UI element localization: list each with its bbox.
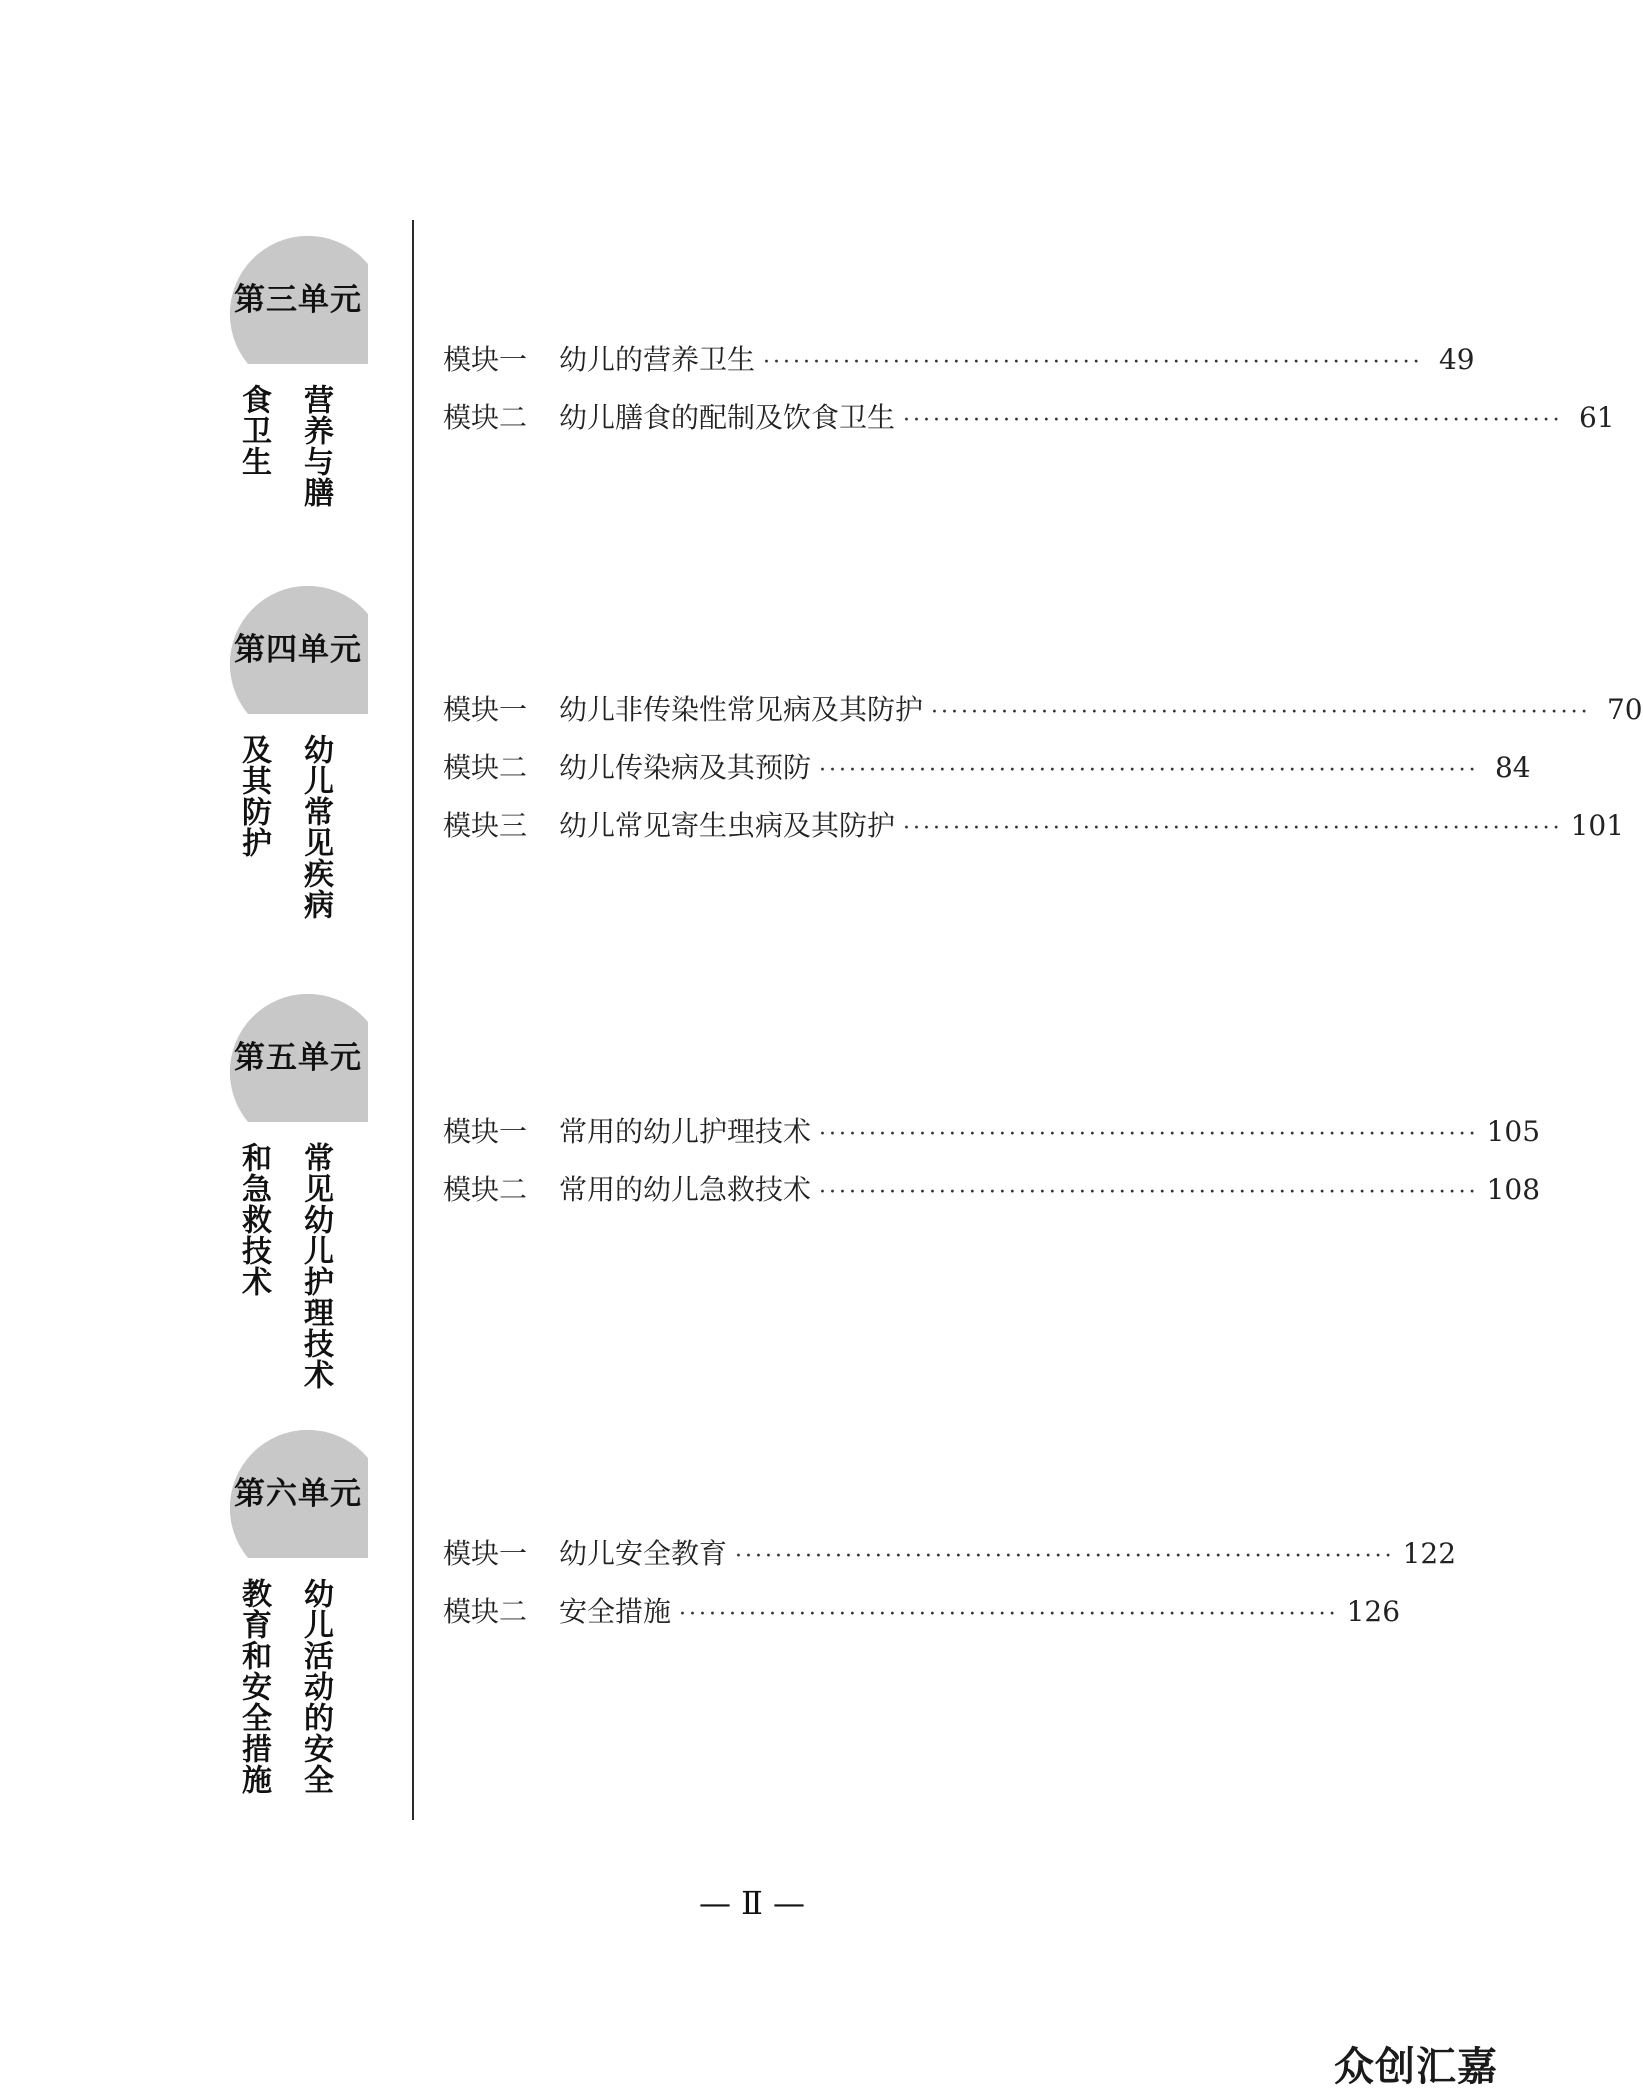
module-title: 幼儿安全教育	[559, 1537, 728, 1570]
module-title: 幼儿膳食的配制及饮食卫生	[559, 401, 896, 434]
unit-badge	[228, 582, 368, 714]
unit-3-section	[228, 232, 368, 508]
module-number: 模块三	[443, 809, 528, 842]
module-number: 模块二	[443, 1173, 528, 1206]
toc-entry[interactable]	[443, 396, 1615, 454]
module-title: 幼儿传染病及其预防	[559, 751, 812, 784]
unit-label: 第四单元	[234, 632, 362, 668]
page-number: — Ⅱ —	[698, 1884, 806, 1922]
toc-entry[interactable]	[443, 746, 1531, 804]
dot-leader: ··································································	[819, 1122, 1479, 1147]
watermark-logo: 众创汇嘉	[1334, 2044, 1498, 2090]
unit-label: 第六单元	[234, 1476, 362, 1512]
unit-5-section	[228, 990, 368, 1390]
module-number: 模块二	[443, 751, 528, 784]
dot-leader: ··································································	[763, 350, 1423, 375]
toc-entry[interactable]	[443, 338, 1475, 396]
unit-subtitle: 幼儿常见疾病及其防护	[236, 734, 333, 920]
module-title: 幼儿常见寄生虫病及其防护	[559, 809, 896, 842]
page-ref: 105	[1486, 1115, 1541, 1148]
page-ref: 126	[1346, 1595, 1401, 1628]
toc-entry[interactable]	[443, 688, 1643, 746]
toc-entry[interactable]	[443, 1110, 1541, 1168]
module-number: 模块一	[443, 693, 528, 726]
module-title: 安全措施	[559, 1595, 672, 1628]
page-ref: 84	[1494, 751, 1531, 784]
module-title: 幼儿的营养卫生	[559, 343, 756, 376]
unit-4-modules	[443, 688, 1643, 862]
dot-leader: ··································································	[931, 700, 1591, 725]
module-number: 模块一	[443, 1537, 528, 1570]
dot-leader: ··································································	[735, 1544, 1395, 1569]
unit-3-modules	[443, 338, 1615, 454]
module-title: 常用的幼儿急救技术	[559, 1173, 812, 1206]
page-ref: 70	[1606, 693, 1643, 726]
unit-subtitle: 常见幼儿护理技术和急救技术	[236, 1142, 333, 1390]
dot-leader: ··································································	[819, 758, 1479, 783]
toc-entry[interactable]	[443, 804, 1625, 862]
dot-leader: ··································································	[903, 408, 1563, 433]
unit-subtitle: 营养与膳食卫生	[236, 384, 333, 508]
toc-entry[interactable]	[443, 1532, 1457, 1590]
vertical-divider	[412, 220, 414, 1820]
page-ref: 101	[1570, 809, 1625, 842]
page-ref: 108	[1486, 1173, 1541, 1206]
dot-leader: ··································································	[903, 816, 1563, 841]
module-number: 模块二	[443, 1595, 528, 1628]
page-ref: 122	[1402, 1537, 1457, 1570]
page-ref: 49	[1438, 343, 1475, 376]
dot-leader: ··································································	[679, 1602, 1339, 1627]
unit-4-section	[228, 582, 368, 920]
module-title: 常用的幼儿护理技术	[559, 1115, 812, 1148]
unit-badge	[228, 232, 368, 364]
toc-entry[interactable]	[443, 1168, 1541, 1226]
unit-6-modules	[443, 1532, 1457, 1648]
unit-6-section	[228, 1426, 368, 1795]
unit-subtitle: 幼儿活动的安全教育和安全措施	[236, 1578, 333, 1795]
module-title: 幼儿非传染性常见病及其防护	[559, 693, 924, 726]
unit-label: 第五单元	[234, 1040, 362, 1076]
module-number: 模块一	[443, 343, 528, 376]
unit-label: 第三单元	[234, 282, 362, 318]
unit-badge	[228, 990, 368, 1122]
page-ref: 61	[1578, 401, 1615, 434]
module-number: 模块一	[443, 1115, 528, 1148]
unit-badge	[228, 1426, 368, 1558]
unit-5-modules	[443, 1110, 1541, 1226]
module-number: 模块二	[443, 401, 528, 434]
toc-entry[interactable]	[443, 1590, 1401, 1648]
dot-leader: ··································································	[819, 1180, 1479, 1205]
